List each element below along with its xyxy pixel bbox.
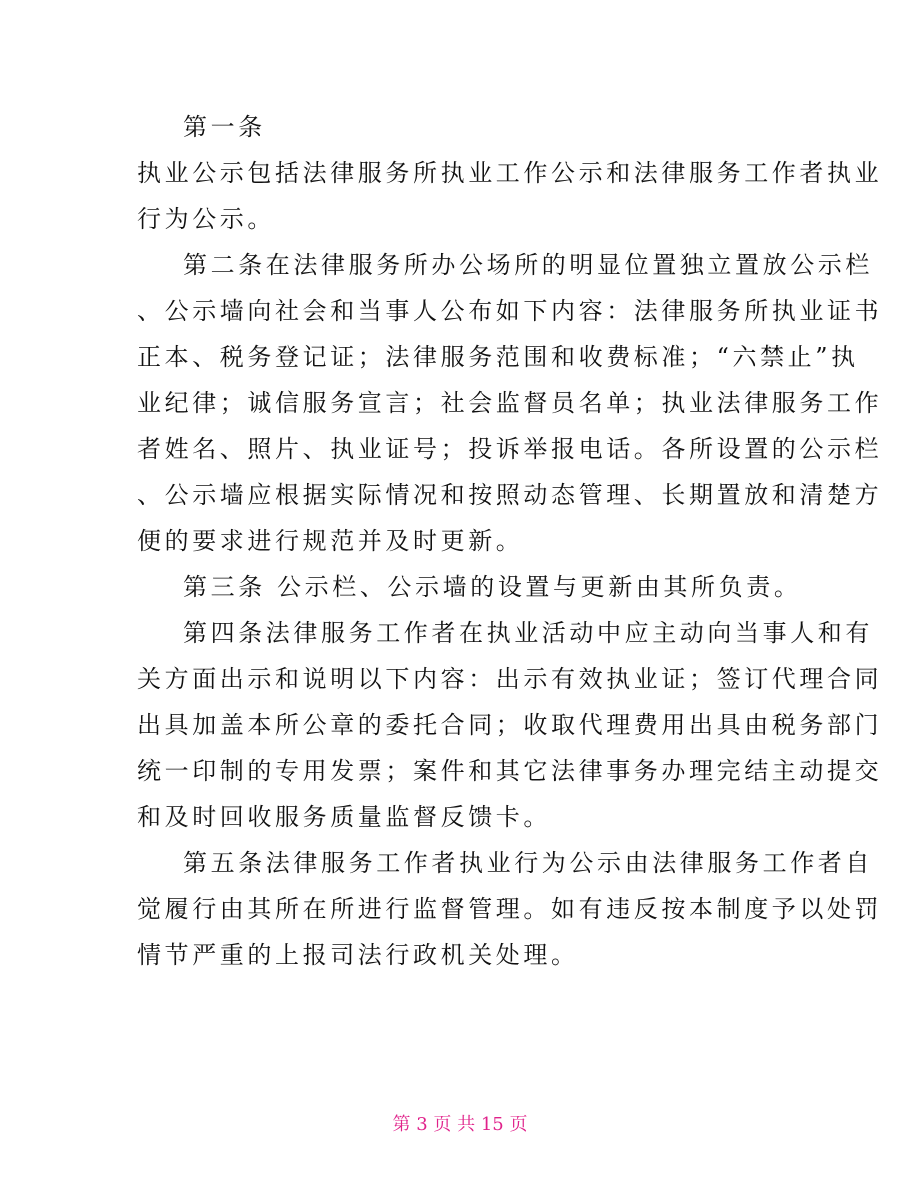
document-body xyxy=(137,104,883,978)
paragraph-line: 业纪律；诚信服务宣言；社会监督员名单；执业法律服务工作 xyxy=(137,389,883,417)
article-3-paragraph xyxy=(137,564,802,610)
paragraph-line: 执业公示包括法律服务所执业工作公示和法律服务工作者执业 xyxy=(137,159,883,187)
article-2-paragraph xyxy=(137,242,883,564)
paragraph-line: 正本、税务登记证；法律服务范围和收费标准；“六禁止”执 xyxy=(137,343,859,371)
paragraph-line: 出具加盖本所公章的委托合同；收取代理费用出具由税务部门 xyxy=(137,711,883,739)
paragraph-line: 行为公示。 xyxy=(137,205,275,233)
paragraph-line: 觉履行由其所在所进行监督管理。如有违反按本制度予以处罚 xyxy=(137,895,883,923)
article-1-paragraph xyxy=(137,104,883,242)
paragraph-line: 第四条法律服务工作者在执业活动中应主动向当事人和有 xyxy=(183,619,873,647)
paragraph-line: 便的要求进行规范并及时更新。 xyxy=(137,527,524,555)
paragraph-line: 统一印制的专用发票；案件和其它法律事务办理完结主动提交 xyxy=(137,757,883,785)
paragraph-line: 第一条 xyxy=(183,113,266,141)
paragraph-line: 情节严重的上报司法行政机关处理。 xyxy=(137,941,579,969)
paragraph-line: 第二条在法律服务所办公场所的明显位置独立置放公示栏 xyxy=(183,251,873,279)
paragraph-line: 第五条法律服务工作者执业行为公示由法律服务工作者自 xyxy=(183,849,873,877)
paragraph-line: 第三条 公示栏、公示墙的设置与更新由其所负责。 xyxy=(183,573,802,601)
paragraph-line: 关方面出示和说明以下内容：出示有效执业证；签订代理合同 xyxy=(137,665,883,693)
paragraph-line: 、公示墙向社会和当事人公布如下内容：法律服务所执业证书 xyxy=(137,297,883,325)
article-5-paragraph xyxy=(137,840,883,978)
paragraph-line: 和及时回收服务质量监督反馈卡。 xyxy=(137,803,551,831)
paragraph-line: 者姓名、照片、执业证号；投诉举报电话。各所设置的公示栏 xyxy=(137,435,883,463)
article-4-paragraph xyxy=(137,610,883,840)
page-number-footer: 第 3 页 共 15 页 xyxy=(392,1114,528,1135)
paragraph-line: 、公示墙应根据实际情况和按照动态管理、长期置放和清楚方 xyxy=(137,481,883,509)
